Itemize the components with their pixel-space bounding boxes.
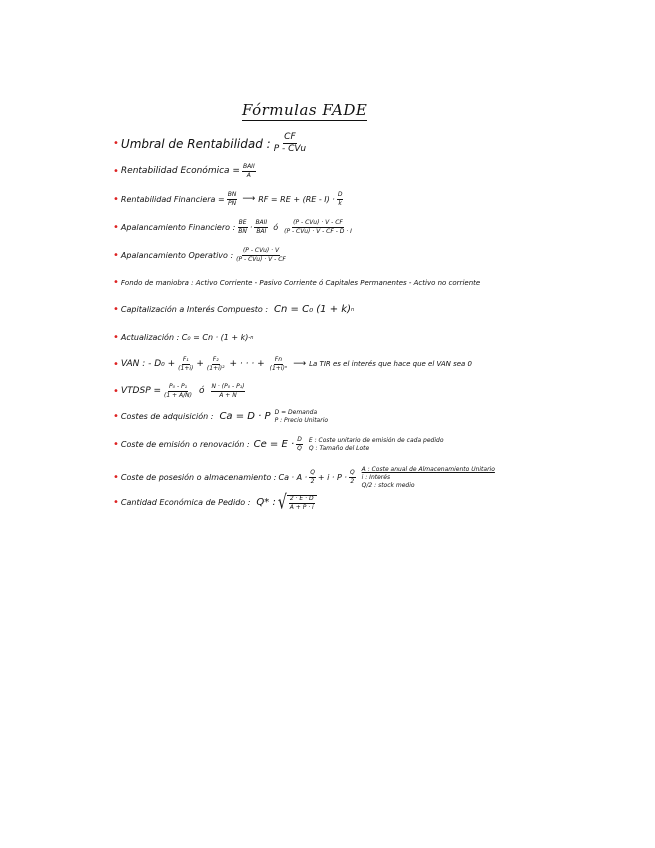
fraction: $\frac{2 \cdot E \cdot D}{A + P \cdot i}$ [289,495,314,511]
label: Apalancamiento Operativo : [120,250,234,260]
fraction: $\frac{Fn}{\text{(1+i)ⁿ}}$ [269,356,288,372]
fraction: $\frac{CF}{\text{P - CVu}}$ [273,132,307,154]
label: Fondo de maniobra : Activo Corriente - Pasivo Corriente ó Capitales Permanentes - Activo no corriente [120,278,481,287]
fraction: $\frac{D}{k}$ [337,191,343,207]
formula: Ce = E · [253,438,295,450]
formula-rentabilidad-financiera [113,192,345,207]
bullet-icon: • [113,385,119,397]
label: Rentabilidad Financiera = [120,194,225,204]
bullet-icon: • [113,304,119,315]
formula-costes-adquisicion [113,409,328,425]
label: VAN : - D₀ + [120,359,176,369]
fraction: $\frac{\text{(P - CVu) · V - CF}}{\text{(P - CVu) · V - CF - D · I}}$ [284,219,352,235]
formula-umbral-rentabilidad [113,133,309,154]
radical-icon: √ [277,491,287,515]
label: Coste de posesión o almacenamiento : [120,472,277,482]
rhs: RF = RE + (RE - I) · [258,194,335,204]
formula-fondo-maniobra [113,278,480,288]
fraction: $\frac{\text{P₀ - P₁}}{(1 + A/N)}$ [164,383,193,399]
fraction: $\frac{\text{F₂}}{\text{(1+i)²}}$ [206,356,225,372]
bullet-icon: • [113,277,119,288]
legend-note: A : Coste anual de Almacenamiento Unitario i : Interés Q/2 : stock medio [361,466,495,489]
formula: Q* : [256,497,276,508]
label: Coste de emisión o renovación : [120,439,250,449]
arrow-right-icon: ⟶ [293,359,307,369]
bullet-icon: • [113,358,119,370]
page-title: Fórmulas FADE [242,101,368,119]
label: Actualización : C₀ = Cn · (1 + k) [120,333,249,342]
formula-capitalizacion: • Capitalización a Interés Compuesto : Cn = C₀ (1 + k) n [113,304,355,315]
fraction: $\frac{\text{BAII}}{A}$ [242,163,255,179]
label: VTDSP = [120,386,162,396]
fraction: $\frac{BN}{PN}$ [227,191,237,207]
bullet-icon: • [113,249,119,261]
formula: Ca · A · [278,472,308,482]
fraction: $\frac{Q}{2}$ [349,469,355,486]
fraction: $\frac{\text{N · (P₀ - P₁)}}{A + N}$ [211,383,245,399]
fraction: $\frac{Q}{2}$ [310,469,315,486]
bullet-icon: • [113,438,119,450]
formula: Ca = D · P [219,410,271,422]
fraction: $\frac{D}{Q}$ [297,436,302,453]
bullet-icon: • [113,137,119,149]
label: Cantidad Económica de Pedido : [120,498,251,507]
formula-coste-posesion: • Coste de posesión o almacenamiento : Ca · A · $\frac{Q}{2}$ + i · P · $\frac{Q}{2}$ A : Coste anual de Almacenamiento Unitario i : Interés Q/2 : stock medio [113,466,495,489]
label: Capitalización a Interés Compuesto : [120,305,269,314]
formula-coste-emision [113,437,443,453]
legend-note: D = Demanda P : Precio Unitario [274,409,329,424]
fraction: $\frac{BE}{BN}$ [238,219,247,235]
formula-actualizacion: • Actualización : C₀ = Cn · (1 + k) -n [113,332,254,343]
bullet-icon: • [113,165,119,177]
label: Apalancamiento Financiero : [120,222,236,232]
bullet-icon: • [113,332,119,343]
label: Rentabilidad Económica = [120,166,240,176]
formula-van: • VAN : - D₀ + $\frac{\text{F₁}}{(1+i)}$ + $\frac{\text{F₂}}{\text{(1+i)²}}$ + · · · + $\frac{Fn}{\text{(1+i)ⁿ}}$ ⟶ La TIR es el interés que hace que el VAN sea 0 [113,356,473,372]
bullet-icon: • [113,471,119,483]
formula-rentabilidad-economica [113,164,258,179]
arrow-right-icon: ⟶ [242,194,256,204]
square-root [277,491,317,515]
formula-vtdsp: • VTDSP = $\frac{\text{P₀ - P₁}}{(1 + A/N)}$ ó $\frac{\text{N · (P₀ - P₁)}}{A + N}$ [113,383,245,399]
label: Umbral de Rentabilidad : [120,136,271,151]
fraction: $\frac{\text{(P - CVu) · V}}{\text{(P - CVu) · V - CF}}$ [236,247,286,263]
tir-note: La TIR es el interés que hace que el VAN sea 0 [309,360,473,368]
formula-apalancamiento-operativo [113,248,289,263]
fraction: $\frac{\text{BAII}}{\text{BAI}}$ [255,219,268,235]
fraction: $\frac{\text{F₁}}{(1+i)}$ [178,356,194,372]
bullet-icon: • [113,193,119,205]
formula-cantidad-economica-pedido [113,491,317,515]
bullet-icon: • [113,221,119,233]
bullet-icon: • [113,497,119,508]
legend-note: E : Coste unitario de emisión de cada pedido Q : Tamaño del Lote [308,437,444,452]
label: Costes de adquisición : [120,411,214,421]
formula-apalancamiento-financiero: • Apalancamiento Financiero : $\frac{BE}{BN}$ · $\frac{\text{BAII}}{\text{BAI}}$ ó $\frac{\text{(P - CVu) · V - CF}}{\text{(P - CVu) · V - CF - D · I}}$ [113,219,352,235]
bullet-icon: • [113,410,119,422]
formula: Cn = C₀ (1 + k) [274,304,351,315]
